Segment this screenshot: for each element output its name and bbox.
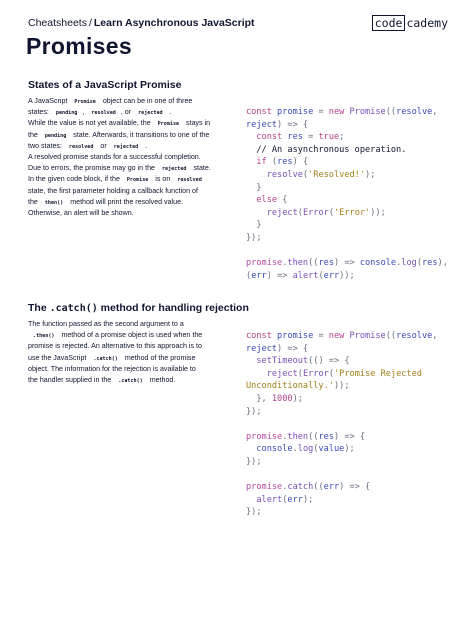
code-token <box>246 132 256 142</box>
inline-code: pending <box>55 110 78 117</box>
code-line <box>246 182 448 195</box>
text-line <box>28 107 240 118</box>
code-token: ), <box>437 258 448 269</box>
code-token: . <box>282 482 288 493</box>
code-token: console <box>256 444 293 455</box>
text-segment: promise is rejected. An alternative to this approach is to <box>28 342 202 351</box>
text-line <box>28 319 240 330</box>
text-segment: states: <box>28 108 51 117</box>
breadcrumb-current[interactable]: Learn Asynchronous JavaScript <box>93 17 255 29</box>
text-segment: state. Afterwards, it transitions to one of the <box>71 130 210 139</box>
text-line <box>28 152 240 163</box>
inline-code: .then() <box>33 333 55 340</box>
inline-code: Promise <box>126 177 149 184</box>
code-token: else <box>256 195 283 206</box>
code-token <box>246 356 256 366</box>
code-token: ) { <box>292 157 309 168</box>
code-token: (() => { <box>308 356 350 367</box>
code-token: Error <box>302 207 329 218</box>
text-line <box>28 353 240 364</box>
code-token: 'Error' <box>334 207 371 218</box>
code-token: }, <box>246 393 272 404</box>
text-line <box>28 364 240 375</box>
code-token: then <box>287 258 309 269</box>
code-line <box>246 156 448 169</box>
code-token <box>246 444 256 454</box>
text-segment: Otherwise, an alert will be shown. <box>28 208 134 217</box>
code-token: (( <box>313 482 324 493</box>
code-token: ); <box>302 494 314 505</box>
section-description-catch <box>28 319 240 386</box>
code-token: )); <box>339 270 355 281</box>
code-token: promise <box>246 258 283 269</box>
text-segment: or <box>98 141 109 150</box>
text-line <box>28 141 240 152</box>
text-segment: the <box>28 197 40 206</box>
text-segment: A resolved promise stands for a successful completion. <box>28 152 201 161</box>
code-token <box>246 157 256 167</box>
code-token: // An asynchronous operation. <box>246 144 407 155</box>
text-segment: use the JavaScript <box>28 353 89 362</box>
code-token <box>246 170 267 180</box>
code-token: reject <box>246 343 278 354</box>
code-token <box>246 369 267 379</box>
code-token: ); <box>365 169 376 180</box>
code-token: Unconditionally.' <box>246 381 334 392</box>
code-token: setTimeout <box>256 356 309 367</box>
code-token: catch <box>287 482 314 493</box>
code-token: ( <box>318 270 324 281</box>
code-token: }); <box>246 507 262 518</box>
code-token: promise <box>246 482 283 493</box>
inline-code: rejected <box>161 166 187 173</box>
text-segment: , or <box>120 108 134 117</box>
text-line <box>28 341 240 352</box>
code-token: new <box>328 331 350 341</box>
code-token: ); <box>344 444 355 455</box>
text-line <box>28 208 240 219</box>
text-segment: . <box>143 141 148 150</box>
code-token: ) => { <box>334 431 366 442</box>
code-token: new <box>328 107 350 117</box>
text-line <box>28 118 240 129</box>
section-description-states <box>28 96 240 219</box>
code-line <box>246 456 437 469</box>
code-token: ( <box>271 157 278 168</box>
code-line <box>246 207 448 220</box>
code-line <box>246 219 448 232</box>
code-token: } <box>246 182 262 193</box>
code-line <box>246 169 448 182</box>
code-token: err <box>251 270 267 281</box>
page-header <box>28 15 448 31</box>
code-token: ( <box>328 207 334 218</box>
code-line <box>246 119 448 132</box>
code-token: ( <box>246 270 252 281</box>
code-token: Promise <box>349 107 386 117</box>
text-segment: method. <box>147 375 176 384</box>
code-block-catch <box>246 330 437 519</box>
code-token: resolve <box>266 169 303 180</box>
section-title-catch-post: method for handling rejection <box>97 302 249 314</box>
logo-text: cademy <box>406 16 448 30</box>
code-token: }); <box>246 406 262 417</box>
code-token: ) => { <box>339 482 371 493</box>
code-token: }); <box>246 232 262 243</box>
code-token: alert <box>292 270 319 281</box>
code-line <box>246 418 437 431</box>
code-line <box>246 393 437 406</box>
text-line <box>28 375 240 386</box>
code-line <box>246 406 437 419</box>
inline-code: resolved <box>91 110 116 117</box>
code-token: err <box>323 482 340 493</box>
code-line <box>246 232 448 245</box>
section-title-catch <box>28 302 249 314</box>
codecademy-logo[interactable] <box>372 15 448 31</box>
code-token: promise <box>277 331 314 341</box>
code-token: , <box>432 331 438 341</box>
code-token: const <box>246 107 278 117</box>
code-token: ( <box>297 368 303 379</box>
code-token: (( <box>308 258 319 269</box>
text-segment: state, the first parameter holding a callback function of <box>28 186 198 195</box>
section-title-catch-code: .catch() <box>49 303 98 314</box>
code-token: . <box>282 258 288 269</box>
code-token: promise <box>246 431 283 442</box>
inline-code: pending <box>44 132 67 139</box>
code-token <box>246 195 256 205</box>
code-token: ) => <box>334 258 360 269</box>
inline-code: then() <box>44 199 64 206</box>
code-line <box>246 380 437 393</box>
code-token: err <box>287 494 303 505</box>
code-token: = <box>313 331 329 341</box>
code-token: . <box>292 444 298 455</box>
code-token: res <box>422 258 438 269</box>
text-segment: two states: <box>28 141 64 150</box>
logo-boxed-text: code <box>372 15 406 31</box>
code-token: . <box>282 431 288 442</box>
text-line <box>28 130 240 141</box>
code-token: console <box>359 258 397 269</box>
code-token: value <box>318 444 345 455</box>
text-segment: state. <box>191 164 211 173</box>
code-line <box>246 245 448 258</box>
code-token: (( <box>385 107 397 117</box>
code-token: const <box>246 331 278 341</box>
code-token: promise <box>277 107 314 117</box>
breadcrumb-cheatsheets-link[interactable]: Cheatsheets <box>28 17 87 29</box>
code-line <box>246 106 448 119</box>
text-segment: object can be in one of three <box>100 97 193 105</box>
code-token: resolve <box>396 107 433 117</box>
code-token: log <box>401 258 417 269</box>
code-line <box>246 431 437 444</box>
code-token <box>246 495 256 505</box>
code-token: ) => { <box>277 343 309 354</box>
code-token: ); <box>292 393 303 404</box>
code-token: ( <box>313 444 319 455</box>
code-line <box>246 144 448 157</box>
code-token: resolve <box>396 331 433 341</box>
code-token: res <box>277 157 293 168</box>
code-block-states <box>246 106 448 282</box>
inline-code: Promise <box>74 99 96 105</box>
code-token <box>246 208 267 218</box>
code-token: if <box>256 157 272 168</box>
text-segment: While the value is not yet available, the <box>28 119 153 128</box>
code-token: res <box>318 431 334 442</box>
code-token: 1000 <box>271 393 293 404</box>
code-token: . <box>396 258 402 269</box>
code-token: log <box>297 444 314 455</box>
text-segment: stays in <box>184 119 211 128</box>
page-title: Promises <box>26 33 132 59</box>
text-segment: is on <box>153 175 173 184</box>
text-segment: The function passed as the second argument to a <box>28 320 184 328</box>
code-line <box>246 194 448 207</box>
text-segment: Due to errors, the promise may go in the <box>28 164 157 173</box>
code-line <box>246 481 437 494</box>
text-line <box>28 174 240 185</box>
text-line <box>28 197 240 208</box>
code-token: err <box>323 270 340 281</box>
code-line <box>246 494 437 507</box>
code-token: const <box>256 132 288 143</box>
section-title-states: States of a JavaScript Promise <box>28 79 182 91</box>
code-line <box>246 355 437 368</box>
code-token: ( <box>416 258 422 269</box>
text-segment: object. The information for the rejection is available to <box>28 364 196 373</box>
inline-code: .catch() <box>118 377 143 384</box>
breadcrumb <box>28 17 255 29</box>
code-line <box>246 469 437 482</box>
code-token: ; <box>339 132 345 143</box>
text-segment: the <box>28 130 40 139</box>
code-token: = <box>302 132 319 143</box>
code-token: }); <box>246 456 262 467</box>
inline-code: rejected <box>113 143 139 150</box>
text-line <box>28 96 240 107</box>
text-segment: the handler supplied in the <box>28 375 114 384</box>
code-token: = <box>313 107 329 117</box>
code-line <box>246 443 437 456</box>
code-token: (( <box>385 331 397 341</box>
text-segment: . <box>167 108 172 117</box>
text-segment: A JavaScript <box>28 97 70 105</box>
text-line <box>28 330 240 341</box>
code-line <box>246 368 437 381</box>
code-token: , <box>432 107 438 117</box>
code-token: res <box>318 258 334 269</box>
code-token: { <box>282 195 288 206</box>
code-line <box>246 257 448 270</box>
code-token: ( <box>282 494 288 505</box>
code-token: alert <box>256 494 283 505</box>
code-token: ( <box>297 207 303 218</box>
code-line <box>246 131 448 144</box>
code-token: Promise <box>349 331 386 341</box>
code-line <box>246 270 448 283</box>
code-line <box>246 343 437 356</box>
section-title-catch-pre: The <box>28 302 50 314</box>
code-token: } <box>246 220 262 231</box>
code-token: 'Resolved!' <box>308 169 366 180</box>
text-line <box>28 163 240 174</box>
inline-code: rejected <box>138 110 163 117</box>
code-token: then <box>287 431 309 442</box>
code-token: true <box>318 132 340 143</box>
code-token: ( <box>302 169 309 180</box>
text-segment: method of the promise <box>122 353 196 362</box>
code-token: )); <box>370 207 386 218</box>
inline-code: resolved <box>68 143 94 150</box>
inline-code: .catch() <box>93 355 118 362</box>
breadcrumb-separator: / <box>88 17 92 29</box>
inline-code: Promise <box>157 121 180 128</box>
code-token: ) => { <box>277 119 309 130</box>
code-line <box>246 506 437 519</box>
code-token: )); <box>333 381 350 392</box>
code-token: reject <box>266 368 298 379</box>
text-line <box>28 186 240 197</box>
code-token: 'Promise Rejected <box>334 368 422 379</box>
code-token: (( <box>308 431 319 442</box>
text-segment: , <box>82 108 87 117</box>
code-token: reject <box>266 207 298 218</box>
text-segment: method of a promise object is used when the <box>59 331 203 340</box>
inline-code: resolved <box>177 177 202 184</box>
text-segment: method will print the resolved value. <box>68 197 183 206</box>
code-token: res <box>287 132 303 143</box>
code-line <box>246 330 437 343</box>
code-token: Error <box>302 368 329 379</box>
code-token: reject <box>246 119 278 130</box>
code-token: ) => <box>266 270 293 281</box>
text-segment: In the given code block, if the <box>28 175 122 184</box>
code-token: ( <box>328 368 334 379</box>
